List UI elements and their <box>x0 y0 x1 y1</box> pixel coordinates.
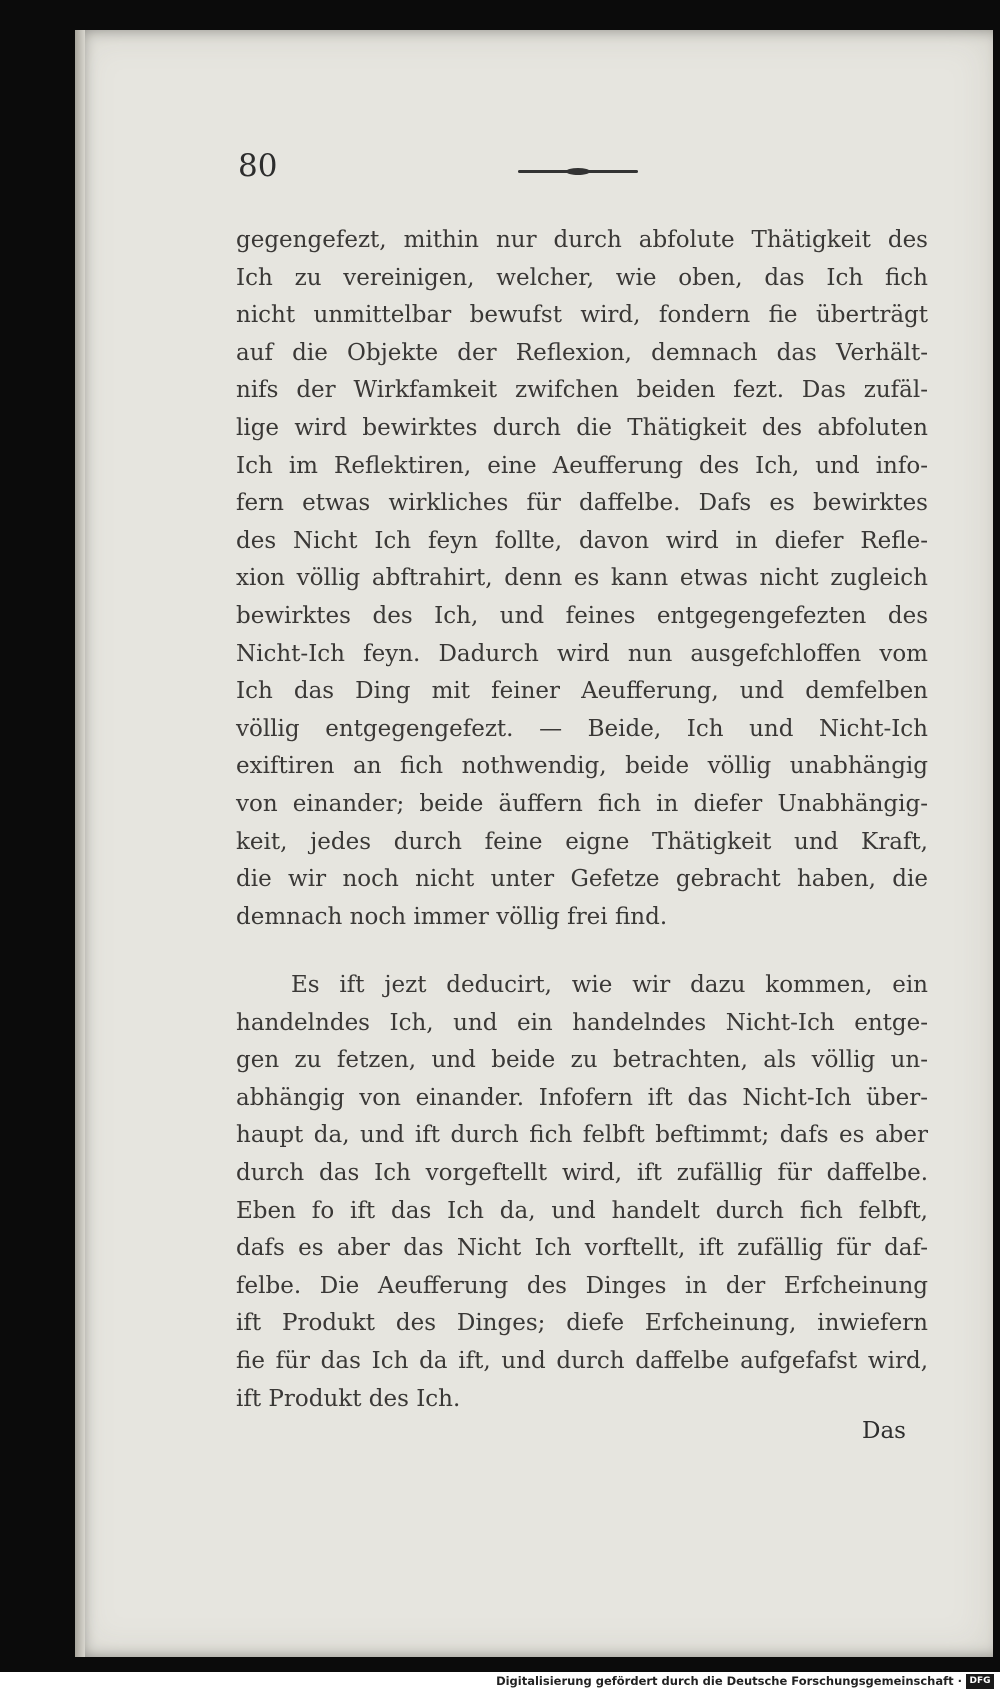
header-ornament-rule <box>518 170 638 173</box>
page-header <box>238 148 638 198</box>
text-line: fie für das Ich da ift, und durch daffelbe aufgefafst wird, <box>236 1347 928 1374</box>
text-line: gegengefezt, mithin nur durch abfolute Thätigkeit des <box>236 227 928 253</box>
text-line: exiftiren an fich nothwendig, beide völlig unabhängig <box>236 753 928 780</box>
text-line: demnach noch immer völlig frei find. <box>236 903 668 930</box>
text-line: ift Produkt des Ich. <box>236 1385 461 1412</box>
text-line: Nicht-Ich feyn. Dadurch wird nun ausgefchloffen vom <box>236 640 928 667</box>
text-line: Ich zu vereinigen, welcher, wie oben, das Ich fich <box>236 264 928 291</box>
paragraph-1 <box>236 222 928 936</box>
text-line: xion völlig abftrahirt, denn es kann etwas nicht zugleich <box>236 565 928 592</box>
text-line: Eben fo ift das Ich da, und handelt durch fich felbft, <box>236 1197 928 1224</box>
text-line: handelndes Ich, und ein handelndes Nicht-Ich entge- <box>236 1009 928 1036</box>
text-line: ift Produkt des Dinges; diefe Erfcheinung, inwiefern <box>236 1310 928 1337</box>
text-line: auf die Objekte der Reflexion, demnach das Verhält- <box>236 339 928 366</box>
text-line: bewirktes des Ich, und feines entgegengefezten des <box>236 602 928 629</box>
catchword: Das <box>862 1418 906 1444</box>
text-line: haupt da, und ift durch fich felbft beftimmt; dafs es aber <box>236 1122 928 1149</box>
page-number: 80 <box>238 148 278 184</box>
text-line: felbe. Die Aeufferung des Dinges in der Erfcheinung <box>236 1272 928 1299</box>
text-line: Es ift jezt deducirt, wie wir dazu kommen, ein <box>291 972 928 998</box>
text-line: von einander; beide äuffern fich in diefer Unabhängig- <box>236 790 928 817</box>
text-line: fern etwas wirkliches für daffelbe. Dafs es bewirktes <box>236 490 928 517</box>
text-line: durch das Ich vorgeftellt wird, ift zufällig für daffelbe. <box>236 1159 928 1186</box>
digitization-footer <box>0 1672 1000 1693</box>
text-line: dafs es aber das Nicht Ich vorftellt, ift zufällig für daf- <box>236 1235 928 1262</box>
text-line: die wir noch nicht unter Gefetze gebracht haben, die <box>236 866 928 893</box>
text-line: nifs der Wirkfamkeit zwifchen beiden fezt. Das zufäl- <box>236 377 928 404</box>
text-line: nicht unmittelbar bewufst wird, fondern fie überträgt <box>236 302 928 329</box>
text-line: Ich im Reflektiren, eine Aeufferung des Ich, und info- <box>236 452 928 479</box>
page-gutter-shadow <box>75 30 85 1657</box>
text-line: völlig entgegengefezt. — Beide, Ich und Nicht-Ich <box>236 715 928 742</box>
text-line: des Nicht Ich feyn follte, davon wird in diefer Refle- <box>236 527 928 554</box>
text-line: lige wird bewirktes durch die Thätigkeit des abfoluten <box>236 414 928 441</box>
text-line: keit, jedes durch feine eigne Thätigkeit und Kraft, <box>236 828 928 855</box>
dfg-logo-icon: DFG <box>966 1674 994 1689</box>
text-line: Ich das Ding mit feiner Aeufferung, und demfelben <box>236 678 928 705</box>
footer-credit: Digitalisierung gefördert durch die Deutsche Forschungsgemeinschaft · <box>496 1674 962 1688</box>
paragraph-2 <box>236 967 928 1418</box>
text-line: gen zu fetzen, und beide zu betrachten, als völlig un- <box>236 1047 928 1074</box>
text-line: abhängig von einander. Infofern ift das Nicht-Ich über- <box>236 1084 928 1111</box>
